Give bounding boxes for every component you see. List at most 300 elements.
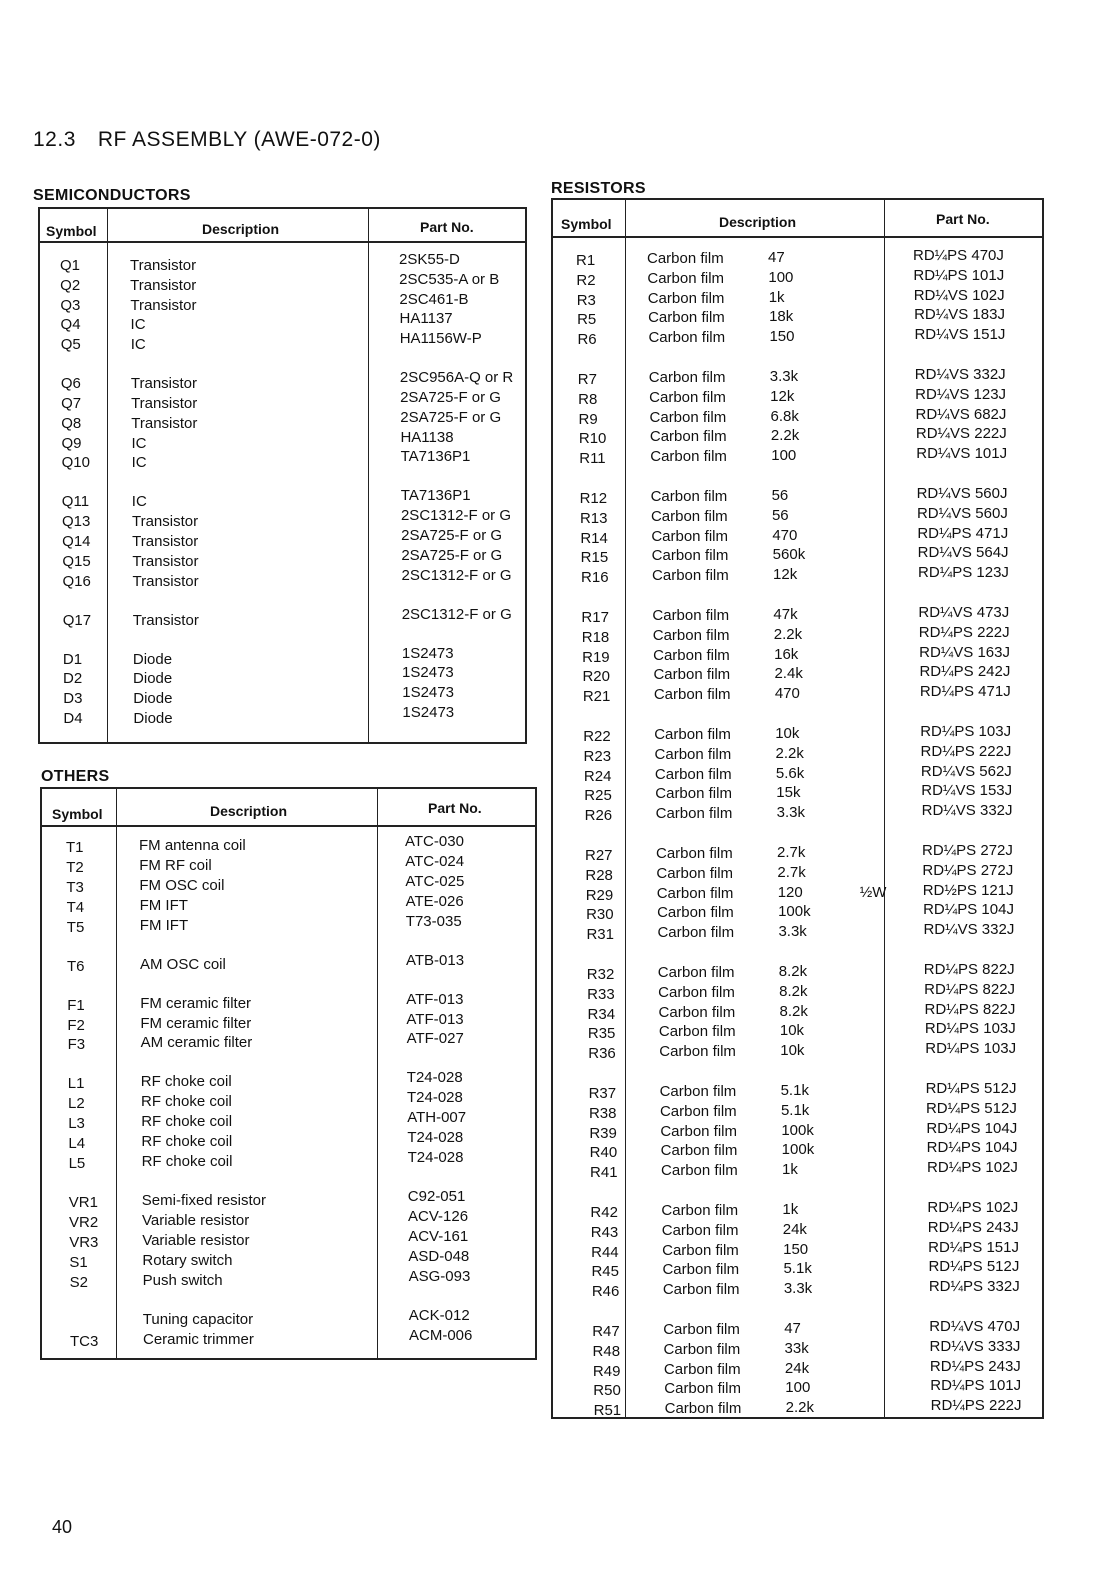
part-number-cell: T24-028 [407,1129,464,1147]
description-cell: RF choke coil [140,1073,232,1091]
description-cell: Carbon film [657,924,735,942]
value-cell: 470 [772,526,798,544]
description-cell: Carbon film [663,1360,741,1378]
value-cell: 100 [785,1379,811,1397]
description-cell: Carbon film [660,1122,738,1140]
description-cell: FM ceramic filter [140,1014,252,1032]
description-cell: RF choke coil [141,1133,233,1151]
value-cell: 5.1k [780,1101,810,1119]
value-cell: 150 [783,1240,809,1258]
description-cell: Carbon film [659,1102,737,1120]
symbol-cell: R40 [589,1144,618,1162]
value-cell: 3.3k [769,368,799,385]
part-number-cell: ATF-027 [406,1030,464,1048]
part-number-cell: RD¼PS 103J [924,1020,1016,1038]
value-cell: 10k [780,1042,805,1060]
description-cell: Carbon film [661,1202,739,1219]
description-cell: Push switch [142,1271,223,1289]
value-cell: 1k [782,1201,799,1218]
part-number-cell: 2SC1312-F or G [401,605,512,623]
symbol-cell: T5 [66,918,85,936]
part-number-cell: T24-028 [407,1149,464,1166]
header-symbol: Symbol [52,806,103,822]
symbol-cell: L1 [67,1075,85,1093]
value-cell: 12k [773,566,798,584]
symbol-cell: T2 [66,858,84,876]
part-number-cell: RD¼VS 222J [915,425,1007,443]
section-number: 12.3 [33,128,76,151]
symbol-cell: F3 [67,1036,86,1054]
value-cell: 47 [768,249,785,266]
part-number-cell: ASG-093 [408,1267,471,1285]
symbol-cell: Q6 [60,375,81,393]
symbol-cell: R7 [577,371,597,388]
symbol-cell: Q14 [62,533,91,550]
part-number-cell: RD¼PS 471J [919,683,1011,701]
description-cell: RF choke coil [141,1093,232,1111]
part-number-cell: RD¼PS 470J [913,247,1004,264]
symbol-cell: R23 [583,747,612,765]
description-cell: Carbon film [656,864,734,882]
part-number-cell: ATF-013 [406,990,464,1008]
part-number-cell: RD¼VS 682J [915,405,1007,423]
description-cell: Carbon film [654,745,732,763]
part-number-cell: RD¼PS 332J [928,1278,1020,1296]
part-number-cell: RD¼VS 102J [913,286,1005,304]
part-number-cell: RD¼PS 103J [920,723,1012,740]
part-number-cell: RD¼VS 332J [923,921,1015,939]
value-cell: 33k [784,1339,809,1357]
description-cell: Variable resistor [142,1211,250,1229]
symbol-cell: R21 [582,688,611,706]
symbol-cell: R50 [593,1382,621,1400]
description-cell: Carbon film [653,666,731,684]
part-number-cell: 1S2473 [402,664,454,682]
resistors-table [551,198,1044,1419]
part-number-cell: RD½PS 121J [922,881,1014,899]
value-cell: 560k [772,546,806,564]
description-cell: Ceramic trimmer [143,1330,254,1348]
description-cell: Carbon film [657,904,734,922]
part-number-cell: RD¼VS 183J [914,306,1005,324]
symbol-cell: R48 [592,1342,621,1360]
symbol-cell: Q17 [62,611,92,629]
part-number-cell: RD¼VS 333J [929,1337,1021,1355]
symbol-cell: S1 [69,1253,88,1271]
part-number-cell: RD¼PS 101J [913,266,1005,284]
symbol-cell: R30 [586,906,614,924]
description-cell: Carbon film [650,488,728,505]
description-cell: Rotary switch [142,1251,233,1269]
value-cell: 8.2k [778,963,808,980]
value-cell: 470 [774,685,800,703]
part-number-cell: RD¼PS 822J [923,961,1015,978]
header-symbol: Symbol [46,223,97,239]
symbol-cell: R42 [590,1204,618,1221]
part-number-cell: RD¼VS 560J [916,504,1008,522]
description-cell: IC [131,493,147,511]
value-cell: 15k [776,784,801,802]
symbol-cell: R18 [581,628,610,646]
description-cell: IC [131,434,147,452]
description-cell: Carbon film [663,1321,740,1338]
description-cell: Carbon film [662,1261,740,1279]
others-heading: OTHERS [41,768,110,785]
symbol-cell: R13 [579,509,608,527]
description-cell: Transistor [132,611,199,629]
symbol-cell: R15 [580,549,609,567]
symbol-cell: R16 [581,569,609,587]
symbol-cell: T6 [67,957,85,975]
description-cell: Transistor [130,375,198,393]
header-description: Description [719,214,797,230]
symbol-cell: R24 [583,767,612,785]
symbol-cell: VR2 [69,1213,99,1231]
part-number-cell: T24-028 [407,1089,463,1107]
part-number-cell: 2SK55-D [399,251,460,268]
symbol-cell: TC3 [70,1332,99,1350]
description-cell: Transistor [132,533,199,550]
description-cell: Diode [133,710,173,727]
symbol-cell: R46 [591,1283,620,1301]
part-number-cell: 1S2473 [402,684,454,702]
header-description: Description [202,221,280,237]
part-number-cell: RD¼VS 560J [916,485,1008,502]
description-cell: Carbon film [654,726,731,743]
description-cell: FM IFT [139,916,189,934]
description-cell: Carbon film [649,428,727,446]
description-cell: RF choke coil [141,1153,233,1170]
symbol-cell: R20 [582,668,610,686]
description-cell: Carbon film [662,1241,739,1259]
value-cell: 150 [769,328,795,346]
description-cell: FM ceramic filter [140,994,252,1012]
symbol-cell: VR3 [69,1233,99,1251]
symbol-cell: Q15 [62,552,91,570]
value-cell: 3.3k [783,1280,813,1298]
others-table [40,787,537,1360]
symbol-cell: R22 [583,728,611,745]
value-cell: 5.1k [780,1082,809,1099]
part-number-cell: RD¼VS 123J [915,385,1007,403]
value-cell: 100 [771,447,797,465]
description-cell: Carbon film [651,527,729,545]
part-number-cell: RD¼PS 222J [918,623,1010,641]
symbol-cell: D4 [63,710,83,727]
symbol-cell: R33 [587,985,615,1003]
description-cell: Carbon film [648,369,726,386]
part-number-cell: ATB-013 [406,951,465,969]
part-number-cell: HA1138 [400,428,454,446]
value-cell: 5.1k [783,1260,812,1278]
part-number-cell: 1S2473 [402,704,455,721]
description-cell: Variable resistor [142,1231,250,1249]
symbol-cell: R17 [581,609,609,626]
description-cell: FM antenna coil [139,837,246,854]
description-cell: Carbon film [648,309,725,327]
part-number-cell: RD¼PS 103J [925,1040,1017,1058]
symbol-cell: R14 [580,529,608,547]
part-number-cell: RD¼PS 104J [923,901,1014,919]
description-cell: Carbon film [654,765,732,783]
description-cell: Carbon film [661,1221,739,1239]
value-cell: 47k [773,606,798,623]
symbol-cell: Q8 [61,414,82,432]
symbol-cell: F2 [67,1016,85,1034]
symbol-cell: R34 [587,1005,616,1023]
wattage-cell: ½W [859,883,887,901]
part-number-cell: RD¼PS 471J [917,524,1009,542]
header-symbol: Symbol [561,216,612,232]
part-number-cell: RD¼PS 822J [924,1000,1016,1018]
description-cell: Carbon film [663,1340,741,1358]
symbol-cell: R3 [576,291,596,309]
table-header [40,209,525,243]
description-cell: Tuning capacitor [142,1310,254,1328]
symbol-cell: Q2 [60,276,81,294]
symbol-cell: R41 [590,1164,618,1182]
part-number-cell: RD¼PS 101J [930,1377,1022,1395]
symbol-cell: S2 [69,1273,88,1291]
description-cell: Carbon film [655,805,733,823]
symbol-cell: R1 [576,252,596,269]
description-cell: IC [130,316,146,334]
part-number-cell: RD¼PS 272J [922,861,1014,879]
value-cell: 6.8k [770,407,799,425]
symbol-cell: R11 [579,450,606,468]
description-cell: Carbon film [655,785,732,803]
symbol-cell: R49 [592,1362,621,1380]
description-cell: Carbon film [660,1142,738,1160]
part-number-cell: RD¼PS 512J [925,1099,1017,1117]
value-cell: 3.3k [776,804,805,822]
part-number-cell: 2SC1312-F or G [400,507,512,525]
value-cell: 2.2k [775,744,804,762]
symbol-cell: L3 [68,1115,85,1133]
value-cell: 24k [782,1220,807,1238]
description-cell: Transistor [130,276,197,294]
column-divider [625,200,626,1417]
column-divider [116,789,117,1358]
value-cell: 8.2k [779,982,808,1000]
value-cell: 24k [784,1359,810,1377]
part-number-cell: 2SA725-F or G [400,389,501,406]
description-cell: Carbon film [658,1023,736,1041]
part-number-cell: RD¼PS 512J [925,1080,1017,1097]
value-cell: 2.2k [770,427,800,445]
description-cell: IC [130,336,146,354]
description-cell: Carbon film [651,547,729,565]
symbol-cell: Q3 [60,296,81,314]
part-number-cell: RD¼PS 151J [928,1238,1019,1256]
description-cell: Carbon film [650,507,728,525]
part-number-cell: HA1137 [399,310,453,328]
symbol-cell: R29 [585,886,614,904]
value-cell: 16k [774,645,799,663]
part-number-cell: 2SA725-F or G [400,408,502,426]
description-cell: Carbon film [656,884,734,902]
part-number-cell: RD¼PS 272J [922,842,1013,859]
description-cell: Carbon film [664,1400,742,1418]
description-cell: FM RF coil [139,856,212,874]
header-part-no: Part No. [420,219,474,235]
part-number-cell: T24-028 [406,1069,463,1087]
part-number-cell: RD¼VS 163J [919,643,1010,661]
symbol-cell: T4 [66,898,85,916]
part-number-cell: T73-035 [405,912,462,930]
part-number-cell: ATF-013 [406,1010,464,1028]
symbol-cell: R8 [578,390,598,408]
part-number-cell: TA7136P1 [400,487,471,505]
part-number-cell: 1S2473 [401,644,454,662]
description-cell: Carbon film [652,626,730,644]
symbol-cell: R37 [588,1085,617,1102]
part-number-cell: RD¼PS 243J [927,1218,1019,1236]
symbol-cell: L5 [68,1155,86,1172]
part-number-cell: RD¼VS 151J [914,326,1006,344]
symbol-cell: Q11 [61,493,90,511]
part-number-cell: RD¼PS 243J [929,1357,1021,1375]
symbol-cell: R28 [585,866,613,884]
header-part-no: Part No. [428,800,482,816]
description-cell: FM IFT [139,896,188,914]
resistors-heading: RESISTORS [551,180,646,197]
description-cell: FM OSC coil [139,876,225,894]
semiconductors-table [38,207,527,744]
description-cell: Carbon film [652,567,729,585]
section-title: RF ASSEMBLY (AWE-072-0) [97,128,381,151]
symbol-cell: R5 [577,311,597,329]
symbol-cell: R26 [584,807,613,825]
symbol-cell: Q13 [61,513,91,531]
description-cell: Transistor [130,257,197,274]
description-cell: Carbon film [649,408,727,426]
part-number-cell: 2SA725-F or G [401,546,503,564]
description-cell: Carbon film [661,1162,738,1180]
part-number-cell: RD¼VS 564J [917,544,1009,562]
part-number-cell: RD¼PS 102J [927,1199,1019,1216]
description-cell: Transistor [132,572,199,590]
value-cell: 1k [782,1161,798,1179]
description-cell: Carbon film [653,686,731,704]
symbol-cell: Q4 [60,316,81,334]
description-cell: Carbon film [649,388,726,406]
page-title [33,128,381,152]
description-cell: Diode [132,650,173,668]
value-cell: 100k [778,903,811,921]
part-number-cell: 2SC1312-F or G [401,566,512,584]
page-number: 40 [52,1517,73,1537]
description-cell: Carbon film [647,250,724,267]
description-cell: Carbon film [648,329,726,347]
part-number-cell: TA7136P1 [400,448,471,466]
description-cell: RF choke coil [141,1113,233,1131]
column-divider [368,209,369,742]
part-number-cell: RD¼VS 470J [929,1318,1021,1335]
value-cell: 120 [777,883,803,901]
symbol-cell: L2 [68,1095,85,1113]
part-number-cell: RD¼VS 332J [921,802,1013,820]
part-number-cell: 2SA725-F or G [401,527,503,544]
part-number-cell: HA1156W-P [399,330,482,348]
part-number-cell: ACV-161 [408,1227,469,1245]
symbol-cell: R51 [593,1402,622,1420]
symbol-cell: R19 [582,648,610,666]
symbol-cell: R12 [579,490,608,507]
part-number-cell: ATC-024 [405,852,465,870]
description-cell: Transistor [130,296,197,314]
part-number-cell: RD¼VS 153J [921,782,1013,800]
description-cell: Carbon film [658,1003,736,1021]
symbol-cell: R44 [591,1243,619,1261]
description-cell: Transistor [131,414,198,432]
part-number-cell: 2SC461-B [399,290,469,308]
part-number-cell: ACM-006 [409,1326,473,1344]
value-cell: 2.7k [777,844,806,861]
description-cell: Transistor [131,513,199,531]
description-cell: Carbon film [662,1281,740,1299]
description-cell: Transistor [131,395,198,412]
value-cell: 10k [775,725,800,742]
description-cell: AM OSC coil [140,955,226,973]
value-cell: 56 [771,506,789,524]
value-cell: 100k [781,1121,814,1139]
symbol-cell: VR1 [68,1194,98,1211]
value-cell: 56 [771,487,789,504]
part-number-cell: 2SC956A-Q or R [399,369,514,387]
part-number-cell: C92-051 [407,1188,466,1205]
value-cell: 2.2k [785,1399,814,1417]
symbol-cell: R31 [586,926,614,944]
symbol-cell: Q10 [61,454,90,472]
part-number-cell: RD¼PS 512J [928,1258,1020,1276]
part-number-cell: RD¼PS 104J [926,1139,1018,1157]
symbol-cell: L4 [68,1135,86,1153]
description-cell: Carbon film [664,1380,741,1398]
symbol-cell: F1 [67,996,85,1014]
part-number-cell: RD¼PS 123J [918,564,1009,582]
value-cell: 1k [768,288,785,306]
part-number-cell: ATC-030 [405,833,464,850]
description-cell: Carbon film [650,448,727,466]
value-cell: 10k [779,1022,805,1040]
header-part-no: Part No. [936,211,990,227]
symbol-cell: R2 [576,271,596,289]
symbol-cell: T3 [66,878,84,896]
column-divider [107,209,108,742]
description-cell: Carbon film [652,607,730,624]
symbol-cell: R9 [578,410,598,428]
value-cell: 2.7k [777,863,806,881]
value-cell: 2.2k [773,625,803,643]
symbol-cell: R38 [588,1104,617,1122]
symbol-cell: R27 [585,847,613,864]
symbol-cell: R43 [590,1223,619,1241]
value-cell: 18k [769,308,794,326]
description-cell: Transistor [132,552,199,570]
symbol-cell: R36 [588,1045,616,1063]
value-cell: 3.3k [778,923,807,941]
part-number-cell: ACK-012 [408,1306,470,1324]
part-number-cell: RD¼PS 104J [926,1119,1018,1137]
symbol-cell: R35 [587,1025,616,1043]
description-cell: Diode [133,670,173,688]
part-number-cell: 2SC535-A or B [399,270,500,288]
value-cell: 5.6k [775,764,805,782]
value-cell: 100 [768,268,794,286]
part-number-cell: RD¼PS 222J [930,1397,1022,1415]
table-header [553,200,1042,238]
